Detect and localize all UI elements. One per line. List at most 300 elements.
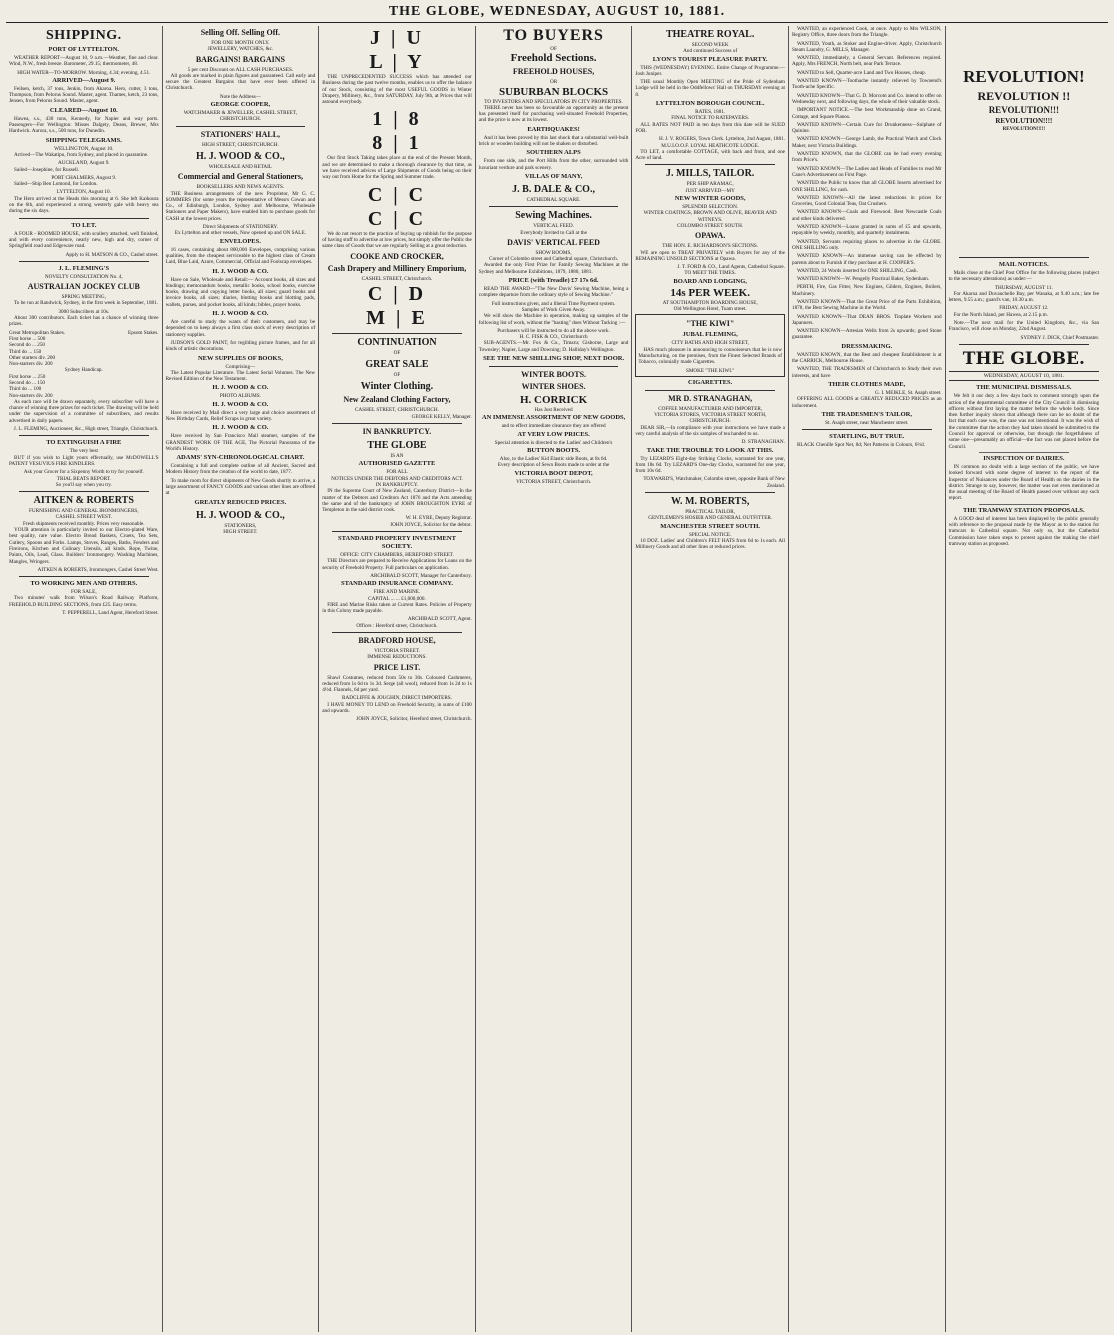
friday: FRIDAY, AUGUST 12. bbox=[999, 305, 1049, 312]
selling-off: Selling Off. Selling Off. bbox=[200, 28, 281, 37]
weather-report: WEATHER REPORT—August 10, 9 a.m.—Weather, fine and clear. Wind, N.W., fresh breeze. Barometer, 29.15; thermometer, 48. bbox=[9, 55, 159, 68]
divider bbox=[19, 218, 149, 219]
in-bankruptcy-2: IN BANKRUPTCY. bbox=[375, 481, 419, 488]
joyce-signature: JOHN JOYCE, Solicitor for the debtor. bbox=[390, 521, 472, 528]
lyttelton-text: The Hero arrived at the Heads this morning at 6. She left Kaikoura on the 6th, and experienced a strong westerly gale with heavy sea during the six days. bbox=[9, 195, 159, 215]
of: OF bbox=[393, 349, 401, 356]
standard: STANDARD PROPERTY INVESTMENT SOCIETY. bbox=[338, 535, 456, 551]
extinguish-heading: TO EXTINGUISH A FIRE bbox=[46, 439, 122, 447]
wanted-ad: WANTED KNOWN—W. Pengelly Practical Baker, Sydenham. bbox=[796, 276, 930, 283]
fleming-signature: J. L. FLEMING, Auctioneer, &c., High street, Triangle, Christchurch. bbox=[13, 426, 159, 433]
wood-heading: H. J. WOOD & CO., bbox=[196, 150, 285, 162]
wanted-ad: WANTED KNOWN—Toothache instantly relieved by Townend's Tooth-ache Specific. bbox=[791, 78, 942, 91]
victoria-boot: VICTORIA BOOT DEPOT, bbox=[514, 469, 593, 477]
extinguish-ask: Ask your Grocer for a Sixpenny Worth to try for yourself. bbox=[23, 469, 144, 476]
wanted-ad: WANTED KNOWN—George Lamb, the Practical Watch and Clock Maker, next Victoria Buildings. bbox=[791, 136, 942, 149]
villas: VILLAS OF MANY, bbox=[524, 172, 583, 180]
new-supplies: NEW SUPPLIES OF BOOKS, bbox=[197, 354, 283, 362]
wanted-ad: WANTED the Public to know that all GLOBE Inserts advertised for ONE SHILLING, for cash. bbox=[791, 180, 942, 193]
letter-me: M | E bbox=[366, 306, 428, 329]
port-heading: PORT OF LYTTELTON. bbox=[48, 46, 120, 53]
stationers-street: HIGH STREET, CHRISTCHURCH. bbox=[201, 141, 279, 148]
cooke-crocker: COOKE AND CROCKER, bbox=[350, 251, 444, 261]
shipping-telegrams: SHIPPING TELEGRAMS. bbox=[45, 136, 122, 144]
second-week: SECOND WEEK bbox=[691, 42, 729, 48]
divider bbox=[19, 435, 149, 436]
wood6-text: Have received by San Francisco Mail steamer, samples of the GRANDEST WORK OF THE AGE, The Pictorial Panorama of the World's History. bbox=[165, 433, 316, 452]
price-list: PRICE LIST. bbox=[373, 662, 421, 672]
wanted-ad: WANTED to Sell, Quarter-acre Land and Two Houses, cheap. bbox=[796, 69, 926, 76]
bargains-goods: All goods are marked in plain figures and guaranteed. Call early and secure the Greatest Bargains that have ever been offered in Christchurch. bbox=[165, 72, 316, 92]
blank-space bbox=[949, 134, 1100, 254]
divider bbox=[19, 491, 149, 492]
dateline: WEDNESDAY, AUGUST 10, 1881. bbox=[949, 371, 1100, 381]
books: The Latest Popular Literature. The Latest Serial Volumes. The New Revised Edition of the New Testament. bbox=[165, 369, 316, 383]
cooper-note: Note the Address— bbox=[219, 93, 261, 100]
prize-line: Non-starters div. 200 bbox=[9, 361, 53, 368]
extinguish-text: BUT if you wish to Light yours effectually, use McDOWELL'S PATENT VESUVIUS FIRE KINDLERS. bbox=[9, 454, 159, 467]
asaph: St. Asaph street, near Manchester street. bbox=[825, 419, 909, 426]
letter-ly: L | Y bbox=[369, 51, 425, 73]
wanted-ad: WANTED KNOWN—Certain Cure for Drunkenness—Sulphate of Quinine. bbox=[791, 121, 942, 135]
editorial-3: A GOOD deal of interest has been displayed by the public generally with reference to the proposal made by the Mayor as to the station for tramcars in Cathedral square. Not only so, but the Cathedral Commission have taken steps to protest against the making the chief tramway station as proposed. bbox=[948, 515, 1100, 547]
opawa-signature: J. T. FORD & CO., Land Agents, Cathedral Square. bbox=[677, 264, 785, 271]
price-text: Shawl Costumes, reduced from 50s to 30s. Coloured Cashmeres, reduced from 1s 6d to 1s 3d. Serge (all wool), reduced from 1s 2d to 1s 4½d. Flannels, 6d per yard. bbox=[322, 674, 472, 694]
bargains: BARGAINS! BARGAINS bbox=[195, 54, 285, 64]
working-heading: TO WORKING MEN AND OTHERS. bbox=[30, 580, 138, 588]
wood3-text: Are careful to study the wants of their customers, and may be depended on to keep always a first class stock of every description of stationery supplies. bbox=[165, 319, 316, 338]
stranaghan: MR D. STRANAGHAN, bbox=[668, 393, 753, 403]
letter-18: 1 | 8 bbox=[372, 108, 422, 131]
divider bbox=[489, 206, 619, 207]
jl-text: THE UNPRECEDENTED SUCCESS which has attended our Business during the past twelve months, enables us to offer the balance of our Stock, consisting of the most USEFUL GOODS in Winter Drapery, Millinery, &c., from SATURDAY, July 9th, at Prices that will astound everybody. bbox=[322, 74, 472, 106]
wanted-ad: WANTED KNOWN—That DEAN BROS. Tinplate Workers and Japanners. bbox=[791, 313, 942, 326]
judson: JUDSON'S GOLD PAINT, for regilding picture frames, and for all kinds of artistic decorations. bbox=[165, 339, 316, 353]
spring-text: To be run at Randwick, Sydney, in the first week in September, 1881. bbox=[14, 300, 159, 307]
evening: THIS (WEDNESDAY) EVENING. Entire Change of Programme.—Josh Juniper. bbox=[635, 64, 785, 77]
editorial-2: IN common no doubt with a large section of the public, we have looked forward with some degree of interest to the report of the Inspector of Nuisances under the Board of Health on the dairies in the district. Strange to say, however, the matter was not even mentioned at the usual meeting of the Board of Health passed over without any such report. bbox=[948, 463, 1100, 502]
bankruptcy: IN BANKRUPTCY. bbox=[362, 427, 432, 437]
see-shop: SEE THE NEW SHILLING SHOP, NEXT DOOR. bbox=[483, 355, 625, 363]
kiwi-ad bbox=[635, 314, 785, 376]
capital: CAPITAL ... ... £1,000,000. bbox=[368, 595, 426, 602]
bankruptcy-text: IN the Supreme Court of New Zealand, Canterbury District—In the matter of the Debtors and Creditors Act 1876 and the Acts amending the same and of the bankruptcy of JOHN BROUGHTON EYRE of Templeton in the said district cook. bbox=[322, 488, 472, 514]
extinguish-sub: The very best bbox=[69, 448, 98, 455]
revolution-2: REVOLUTION !! bbox=[977, 89, 1071, 103]
divider bbox=[332, 333, 462, 334]
revolution-5: REVOLUTION!!!!! bbox=[1002, 127, 1046, 132]
roberts: W. M. ROBERTS, bbox=[670, 496, 750, 508]
sic: STANDARD INSURANCE COMPANY. bbox=[340, 580, 453, 588]
archibald-1: ARCHIBALD SCOTT, Manager for Canterbury. bbox=[370, 572, 472, 579]
arrived-text: Feilsen, ketch, 37 tons, Jenkin, from Akaroa. Hero, cutter, 3 tons, Thompson, from Pelorus Sound. Master, agent. Thames, ketch, 23 tons, Jensen, from Pelorus Sound. Master, agent. bbox=[9, 85, 159, 105]
prize-line: Other starters div. 200 bbox=[9, 354, 56, 361]
wanted-ad: WANTED, an experienced Cook, at once. Apply to Mrs WILSON, Registry Office, three doors from the Triangle. bbox=[791, 26, 942, 39]
dick-signature: SYDNEY J. DICK, Chief Postmaster. bbox=[1020, 334, 1100, 341]
wood4: H. J. WOOD & CO. bbox=[212, 384, 269, 392]
wellington-heading: WELLINGTON, August 10. bbox=[54, 145, 114, 152]
lezard-text: Try LEZARD'S Eight-day Striking Clocks, warranted for one year, from 18s 6d. Try LEZARD'S One-day Clocks, warranted for one year, from 10s 6d. bbox=[635, 455, 785, 475]
wood2-text: Have on Sale, Wholesale and Retail:— Account books, all sizes and bindings; memorandum books, metallic books, school books, exercise books, drawing and copying letter books, all sizes; guard books and invoice books, all sizes; diaries, blotting books and blotting pads, wallets, purses, and pocket books, all kinds; bibles, prayer books. bbox=[165, 276, 316, 308]
purchasers: Purchasers will be instructed to do all the above work. bbox=[497, 327, 610, 334]
divider bbox=[802, 429, 932, 430]
splendid: SPLENDID SELECTION. bbox=[682, 204, 739, 211]
winter-clothing: Winter Clothing. bbox=[360, 381, 434, 393]
sewing-machines: Sewing Machines. bbox=[515, 210, 592, 222]
prize-line: Third do ... 150 bbox=[9, 348, 42, 355]
final-text: ALL RATES NOT PAID in ten days from this date will be SUED FOR. bbox=[635, 121, 785, 134]
bradford: BRADFORD HOUSE, bbox=[358, 635, 436, 645]
divider bbox=[332, 632, 462, 633]
theatre: THEATRE ROYAL. bbox=[665, 29, 755, 40]
for-sale: FOR SALE, bbox=[70, 589, 97, 596]
fleming-heading: J. L. FLEMING'S bbox=[58, 264, 110, 272]
corrick-sub: Has Just Received bbox=[534, 407, 573, 414]
to-let-cottage: TO LET, a comfortable COTTAGE, with back and front, and one Acre of land. bbox=[635, 148, 785, 162]
wood-text: THE Business arrangements of the new Proprietor, Mr G. C. SOMMERS (for some years the representative of Messrs Cowan and Co., of Edinburgh, London, Sydney and Melbourne, Wholesale Stationers and Paper Makers), have enabled him to purchase goods for CASH at the lowest prices. bbox=[165, 190, 316, 222]
kiwi-text: HAS much pleasure in announcing to connoisseurs that he is now Manufacturing, on the premises, from the Finest Selected Brands of Tobacco, colonially made Cigarettes. bbox=[638, 346, 782, 366]
new-winter: NEW WINTER GOODS, bbox=[674, 195, 746, 203]
column-3 bbox=[319, 26, 476, 1332]
sydney-handicap: Sydney Handicap. bbox=[64, 367, 103, 374]
fire-marine: FIRE AND MARINE. bbox=[373, 589, 421, 596]
standard-office: OFFICE: CITY CHAMBERS, HEREFORD STREET. bbox=[340, 552, 454, 559]
subscribers: 3000 Subscribers at 10s. bbox=[58, 308, 110, 315]
thursday: THURSDAY, AUGUST 11. bbox=[994, 284, 1053, 291]
wood2: H. J. WOOD & CO. bbox=[212, 267, 269, 275]
divider bbox=[979, 452, 1070, 453]
to-let-text: A FOUR - ROOMED HOUSE, with scullery attached, well finished, and with every convenience, nearly new, high and dry, corner of Springfield road and Edgeware road. bbox=[9, 230, 159, 250]
high-water: HIGH WATER—TO-MORROW. Morning, 4.34; evening, 4.51. bbox=[17, 69, 151, 76]
meet-times: TO MEET THE TIMES. bbox=[684, 270, 736, 277]
victoria-stores: VICTORIA STORES, VICTORIA STREET NORTH, CHRISTCHURCH. bbox=[654, 412, 767, 425]
meeting: THE usual Monthly Open MEETING of the Pride of Sydenham Lodge will be held in the Oddfellows' Hall on THURSDAY evening at 8. bbox=[635, 79, 785, 98]
southampton: AT SOUTHAMPTON BOARDING HOUSE, bbox=[662, 299, 758, 306]
column-1 bbox=[6, 26, 163, 1332]
victoria: VICTORIA STREET. bbox=[374, 647, 420, 654]
final-notice: FINAL NOTICE TO RATEPAYERS. bbox=[671, 115, 750, 122]
dale-sub: CATHEDRAL SQUARE. bbox=[526, 196, 581, 203]
prize-line: Second do ... 250 bbox=[9, 342, 46, 349]
button-boots: BUTTON BOOTS. bbox=[527, 446, 581, 454]
wanted-ad: WANTED KNOWN—Loans granted in sums of £5 and upwards, repayable by weekly, monthly, and quarterly instalments. bbox=[791, 224, 942, 237]
divider bbox=[959, 344, 1090, 345]
important-notice: IMPORTANT NOTICE.—The best Workmanship done on Grand, Cottage, and Square Pianos. bbox=[791, 107, 942, 120]
trial-note: So you'll say when you try. bbox=[55, 481, 112, 488]
revolution-3: REVOLUTION!!! bbox=[988, 105, 1060, 115]
every: Every description of Sewn Boots made to order at the bbox=[497, 462, 610, 469]
wanted-ad: WANTED KNOWN—That the Great Price of the Parts Exhibition, 1878, the Best Sewing Machine in the World. bbox=[791, 298, 942, 312]
mails-note: Note.—The next mail for the United Kingdom, &c., via San Francisco, will close on Monday, 22nd August. bbox=[948, 320, 1100, 333]
money-signature: JOHN JOYCE, Solicitor, Hereford street, Christchurch. bbox=[356, 716, 472, 723]
lezard-heading: TAKE THE TROUBLE TO LOOK AT THIS. bbox=[646, 446, 774, 454]
wanted-ad: WANTED KNOWN—Artesian Wells from 2s upwards; good Stone guarantee. bbox=[791, 328, 942, 341]
aitken-text: Fresh shipments received monthly. Prices very reasonable. bbox=[23, 520, 145, 527]
continuation: CONTINUATION bbox=[357, 336, 437, 348]
showrooms: SHOW ROOMS, bbox=[535, 249, 572, 256]
prize-line: Non-starters div. 200 bbox=[9, 392, 53, 399]
aitken-heading: AITKEN & ROBERTS bbox=[33, 495, 134, 507]
auckland-heading: AUCKLAND, August 9. bbox=[58, 160, 110, 167]
wanted-ad: WANTED, immediately, a General Servant. References required. Apply, Mrs FRENCH, North belt, near Park Terrace. bbox=[791, 55, 942, 68]
kelly: GEORGE KELLY, Manager. bbox=[411, 413, 472, 420]
money: I HAVE MONEY TO LEND on Freehold Security, in sums of £100 and upwards. bbox=[322, 701, 472, 715]
winter-shoes: WINTER SHOES. bbox=[521, 382, 586, 392]
consultation: NOVELTY CONSULTATION No. 4, bbox=[44, 273, 123, 280]
offices: Offices : Hereford street, Christchurch. bbox=[356, 622, 438, 629]
wanted-ad: WANTED KNOWN—The Ladies and Heads of Families to read Mr Cane's Advertisement on First Page. bbox=[791, 165, 942, 178]
lezard-signature: TOXWARD'S, Watchmaker, Colombo street, opposite Bank of New Zealand. bbox=[643, 476, 785, 489]
cashel-street-2: CASHEL STREET, CHRISTCHURCH. bbox=[355, 407, 439, 414]
revolution-1: REVOLUTION! bbox=[963, 67, 1085, 86]
special-attention: Special attention is directed to the Ladies' and Children's bbox=[494, 439, 613, 446]
divider bbox=[19, 576, 149, 577]
subscribers-text: About 300 contributors. Each ticket has a chance of winning three prizes. bbox=[9, 315, 159, 328]
hon: THE HON. E. RICHARDSON'S SECTIONS. bbox=[662, 243, 759, 250]
adams-text: Containing a full and complete outline of all Ancient, Sacred and Modern History from the creation of the world to date, 1877. bbox=[165, 463, 316, 476]
wanted-ad: WANTED KNOWN, that the GLOBE can be had every evening from Price's. bbox=[791, 151, 942, 164]
rates: RATES, 1881. bbox=[695, 109, 726, 116]
victoria-street: VICTORIA STREET, Christchurch. bbox=[516, 478, 592, 485]
of: OF bbox=[550, 46, 557, 52]
aitken-signature: AITKEN & ROBERTS, Ironmongers, Cashel Street West. bbox=[37, 566, 159, 573]
dressmaking: DRESSMAKING. bbox=[841, 342, 893, 350]
inspection-heading: INSPECTION OF DAIRIES. bbox=[983, 454, 1065, 462]
prize-head-epsom: Epsom Stakes. bbox=[128, 329, 159, 336]
prize-list-2 bbox=[9, 374, 159, 399]
arrived-heading: ARRIVED—August 9. bbox=[52, 76, 116, 84]
divider bbox=[645, 164, 775, 165]
wanted-ad: WANTED KNOWN—That G. D. Morcom and Co. intend to offer on Wednesday next, and following days, the whole of their valuable stock. bbox=[791, 92, 942, 105]
fancy: To make room for direct shipments of New Goods shortly to arrive, a large assortment of FANCY GOODS and various other lines are offered at bbox=[165, 477, 316, 497]
shipping-title: SHIPPING. bbox=[45, 28, 122, 43]
manchester: MANCHESTER STREET SOUTH. bbox=[660, 522, 761, 530]
wanted-ad: PERTH, Fire, Gas Fitter, New Engines, Gilders, Engines, Boilers, Machinery. bbox=[791, 284, 942, 297]
meikle: G. I. MEIKLE, St. Asaph street. bbox=[874, 389, 942, 396]
letter-cc1: C | C bbox=[367, 183, 427, 206]
letter-cc2: C | C bbox=[367, 207, 427, 230]
awarded: Awarded the only First Prize for Family Sewing Machines at the Sydney and Melbourne Exhibitions, 1879, 1880, 1881. bbox=[478, 262, 629, 275]
samples-text: We will show the Machine in operation, making up samples of the following list of work, without the "basting" does Without Tacking :— bbox=[478, 313, 629, 326]
lyon: LYON'S TOURIST PLEASURE PARTY. bbox=[652, 55, 768, 63]
wanted-ad: WANTED, Youth, as Stoker and Engine-driver. Apply, Christchurch Steam Laundry, G. MILLS, Manager. bbox=[791, 40, 942, 53]
divider bbox=[645, 390, 775, 391]
wanted-ad: WANTED, Servants requiring places to advertise in the GLOBE. ONE SHILLING only. bbox=[791, 238, 942, 251]
eyre-signature: W. H. EYRE, Deputy Registrar. bbox=[405, 515, 472, 522]
mails-text: Mails close at the Chief Post Office for the following places (subject to the necessary alterations) as under:— bbox=[948, 270, 1100, 283]
tradesmens-tailor: THE TRADESMEN'S TAILOR, bbox=[821, 410, 912, 418]
revolution-4: REVOLUTION!!!! bbox=[995, 117, 1053, 125]
auckland-text: Sailed—Josephine, for Russell. bbox=[14, 166, 80, 173]
column-4 bbox=[476, 26, 633, 1332]
opawa-text: WE are open to TREAT PRIVATELY with Buyers for any of the REMAINING UNSOLD SECTIONS at Opawa. bbox=[635, 249, 785, 262]
mills: J. MILLS, TAILOR. bbox=[666, 168, 755, 180]
wood6: H. J. WOOD & CO. bbox=[212, 424, 269, 432]
just-arrived: JUST ARRIVED—MY bbox=[685, 187, 735, 194]
practical-tailor: PRACTICAL TAILOR, bbox=[685, 509, 736, 516]
suburban-blocks: SUBURBAN BLOCKS bbox=[499, 85, 609, 98]
divider bbox=[959, 257, 1090, 258]
wood7-sub: STATIONERS, bbox=[224, 522, 257, 529]
nz-clothing: New Zealand Clothing Factory, bbox=[343, 395, 451, 405]
wanted-ad: WANTED KNOWN, that the Best and cheapest Establishment is at the CARRICK, Melbourne House. bbox=[791, 351, 942, 365]
wanted-ad: WANTED KNOWN—An immense saving can be effected by parents about to Furnish if they purchase at H. COOPER'S. bbox=[791, 253, 942, 266]
of-2: OF bbox=[393, 372, 401, 379]
offering: OFFERING ALL GOODS at GREATLY REDUCED PRICES as an inducement. bbox=[791, 396, 942, 409]
high-street: HIGH STREET. bbox=[223, 528, 258, 535]
city-baths: CITY BATHS AND HIGH STREET, bbox=[671, 340, 749, 347]
corrick-text-2: and to effect immediate clearance they are offered bbox=[501, 423, 606, 430]
earthquake: EARTHQUAKES! bbox=[527, 125, 580, 133]
adams: ADAMS' SYN-CHRONOLOGICAL CHART. bbox=[176, 454, 305, 462]
special-notice: SPECIAL NOTICE. bbox=[688, 531, 732, 538]
divider bbox=[332, 531, 462, 532]
vertical: VERTICAL FEED. bbox=[533, 223, 574, 230]
full-instructions: Full instructions given, and a liberal Time Payment system. bbox=[491, 300, 616, 307]
column-5 bbox=[632, 26, 789, 1332]
comprising: Comprising— bbox=[225, 363, 256, 370]
low-prices: AT VERY LOW PRICES. bbox=[517, 430, 590, 438]
globe-title: THE GLOBE. bbox=[962, 348, 1085, 369]
page-masthead: THE GLOBE, WEDNESDAY, AUGUST 10, 1881. bbox=[6, 4, 1108, 23]
prize-line: Third do ... 100 bbox=[9, 386, 42, 393]
trial: TRIAL BEATS REPORT. bbox=[56, 475, 111, 482]
davis: DAVIS' VERTICAL FEED bbox=[507, 237, 600, 247]
alps-text: From one side, and the Port Hills from the other, surrounded with luxuriant verdure and park scenery. bbox=[478, 158, 629, 171]
prize-line: First horse ... 500 bbox=[9, 335, 46, 342]
cleared-heading: CLEARED—August 10. bbox=[49, 106, 118, 114]
bargains-text: 5 per cent Discount on ALL CASH PURCHASES. bbox=[187, 66, 294, 73]
stranaghan-text: DEAR SIR,—In compliance with your instructions we have made a very careful analysis of the six samples of tea handed to us. bbox=[635, 424, 785, 437]
doz: 10 DOZ. Ladies' and Children's FELT HATS from 6d to 1s each. All Millinery Goods and all other lines at reduced prices. bbox=[635, 537, 785, 551]
per-week: 14s PER WEEK. bbox=[670, 286, 750, 299]
black-net: BLACK Chenille Spot Net, 8d; Net Patterns in Colours, 6½d. bbox=[796, 442, 926, 449]
reduced: GREATLY REDUCED PRICES. bbox=[194, 498, 287, 506]
divider bbox=[176, 126, 306, 127]
globe-gazette-title: THE GLOBE bbox=[367, 440, 427, 452]
mails-text-3: For the North Island, per Hawea, at 2.15 p.m. bbox=[953, 311, 1048, 318]
envelopes: ENVELOPES. bbox=[219, 237, 261, 245]
opawa: OPAWA. bbox=[695, 231, 726, 241]
column-2 bbox=[163, 26, 320, 1332]
wanted-ad: WANTED KNOWN—All the latest reductions in prices for Groceries, Good Colonial Teas, Oat Crushers. bbox=[791, 194, 942, 208]
cooper-sub: WATCHMAKER & JEWELLER, CASHEL STREET, CHRISTCHURCH. bbox=[183, 110, 298, 123]
great-sale: GREAT SALE bbox=[365, 359, 429, 371]
corrick: H. CORRICK bbox=[519, 394, 588, 407]
one-eight-text: Our first Stock Taking takes place at the end of the Present Month, and we are determined to make a thorough clearance by that time, as we have received advices of Large Shipments of Goods being on their way out from Home for the Spring and Summer trade. bbox=[322, 155, 472, 181]
letter-jl: J | U bbox=[370, 27, 424, 49]
fox-text: SUB-AGENTS.—Mr. Fox & Co., Timaru; Gisborne, Large and Townsley; Napier, Large and Downing; D. Halliday's Wellington. bbox=[478, 340, 629, 353]
divider bbox=[489, 366, 619, 367]
letter-cd: C | D bbox=[367, 282, 427, 305]
southampton-sub: Old Wellington Hotel, Tuam street. bbox=[673, 306, 747, 313]
lyttelton-borough: LYTTELTON BOROUGH COUNCIL. bbox=[655, 100, 765, 108]
wood5-text: Have received by Mail direct a very large and choice assortment of New Birthday Cards, Relief Scraps in great variety. bbox=[165, 409, 316, 422]
everybody: Everybody Invited to Call at the bbox=[520, 229, 587, 236]
freehold-sections: Freehold Sections. bbox=[510, 52, 597, 65]
winter-boots: WINTER BOOTS. bbox=[521, 370, 587, 380]
startling: STARTLING, BUT TRUE. bbox=[829, 433, 905, 441]
corrick-text: AN IMMENSE ASSORTMENT OF NEW GOODS, bbox=[481, 414, 626, 422]
for-all: FOR ALL bbox=[386, 469, 408, 476]
aitken-sub: FURNISHING AND GENERAL IRONMONGERS, bbox=[28, 508, 139, 515]
southern-alps: SOUTHERN ALPS bbox=[526, 149, 581, 157]
freehold-houses: FREEHOLD HOUSES, bbox=[512, 67, 595, 77]
wood7: H. J. WOOD & CO., bbox=[196, 509, 285, 521]
spring-meeting: SPRING MEETING, bbox=[61, 294, 106, 301]
cleared-text: Hawea, s.s., 430 tons, Kennedy, for Napier and way ports. Passengers—For Wellington: Misses Dalgety, Deans, Brewer, Mrs Hardwick. Aurora, s.s., 500 tons, for Dunedin. bbox=[9, 115, 159, 135]
wanted-ad: WANTED KNOWN—Coals and Firewood. Best Newcastle Coals and other kinds delivered. bbox=[791, 209, 942, 222]
divider bbox=[332, 423, 462, 424]
aitken-street: CASHEL STREET WEST. bbox=[55, 514, 113, 521]
continued: And continued Success of bbox=[683, 48, 738, 55]
editorial-1: We felt it our duty a few days back to comment strongly upon the action of the departmental committee of the City Council in dismissing officers without first laying the matter before the whole body. Since then further inquiry shows that although there can be no doubt of the fact that each case was, the case was not intentional. It was the wish of the committee that the action they had taken should be submitted to the Council for approval or otherwise, but through the forgetfulness of some one—presumably an official—the fact was not placed before the Council. bbox=[948, 393, 1100, 450]
dale: J. B. DALE & CO., bbox=[512, 183, 595, 195]
to-let-apply: Apply to H. MATSON & CO., Cashel street. bbox=[65, 251, 159, 258]
dismissals-heading: THE MUNICIPAL DISMISSALS. bbox=[976, 384, 1072, 392]
wood5: H. J. WOOD & CO. bbox=[212, 400, 269, 408]
archibald-2: ARCHIBALD SCOTT, Agent. bbox=[407, 616, 472, 623]
stranaghan-sub: COFFEE MANUFACTURER AND IMPORTER, bbox=[658, 405, 763, 412]
cashel-street: CASHEL STREET, Christchurch. bbox=[361, 275, 433, 282]
column-6 bbox=[789, 26, 946, 1332]
oddfellows: M.U.I.O.O.F. LOYAL HEATHCOTE LODGE. bbox=[661, 142, 760, 149]
also: Also, to the Ladies' Kid Elastic side Boots, at 8s 6d. bbox=[499, 455, 608, 462]
radcliffe: RADCLIFFE & JOUGHIN, DIRECT IMPORTERS. bbox=[341, 695, 452, 702]
mills-sub: PER SHIP ARAMAC, bbox=[686, 181, 734, 188]
columns bbox=[6, 26, 1108, 1332]
envelopes-text: 16 cases, containing about 800,000 Envelopes, comprising various qualities, from the cheapest serviceable to the highest class of Cream Laid, Blue Laid, Azure, Commercial, Official and Foolscap envelopes. bbox=[165, 246, 316, 266]
investors: TO INVESTORS AND SPECULATORS IN CITY PROPERTIES. bbox=[484, 98, 623, 105]
standard-text: THE Directors are prepared to Receive Applications for Loans on the security of Freehold Property. Full particulars on application. bbox=[322, 558, 472, 571]
kiwi-title: "THE KIWI" bbox=[686, 319, 735, 329]
wellington-text: Arrived—The Wakatipu, from Sydney, and placed in quarantine. bbox=[14, 151, 149, 158]
wanted-ad: WANTED, 24 Words inserted for ONE SHILLING, Cash. bbox=[796, 267, 918, 274]
prize-head-metropolitan: Great Metropolitan Stakes. bbox=[9, 329, 66, 336]
photo-albums: PHOTO ALBUMS. bbox=[219, 393, 261, 400]
divider bbox=[645, 492, 775, 493]
or: OR bbox=[549, 79, 558, 86]
divider bbox=[979, 504, 1070, 505]
read-award: READ THE AWARD—"The New Davis' Sewing Machine, being a complete departure from the ordinary style of Sewing Machine." bbox=[478, 286, 629, 299]
port-chalmers-heading: PORT CHALMERS, August 9. bbox=[51, 174, 117, 181]
port-chalmers-text: Sailed—Ship Ben Lomond, for London. bbox=[14, 181, 98, 188]
wood3: H. J. WOOD & CO. bbox=[212, 310, 269, 318]
to-buyers: TO BUYERS bbox=[503, 27, 604, 44]
jewellery: JEWELLERY, WATCHES, &c. bbox=[207, 46, 274, 53]
ajc-heading: AUSTRALIAN JOCKEY CLUB bbox=[27, 282, 140, 292]
prize-line: Second do ... 150 bbox=[9, 379, 46, 386]
stationers-heading: STATIONERS' HALL, bbox=[200, 129, 281, 139]
fleming-notes: As each race will be drawn separately, every subscriber will have a chance of winning three prizes for each ticket. The drawing will be held under the supervision of a committee of subscribers, and results advertised in daily papers. bbox=[9, 398, 159, 424]
divider bbox=[19, 261, 149, 262]
fisk: H. C. FISK & CO., Christchurch bbox=[519, 334, 588, 341]
for-sale-signature: T. PEPPERELL, Land Agent, Hereford Street. bbox=[62, 610, 159, 616]
is-an: IS AN bbox=[390, 453, 404, 460]
smoke-kiwi: SMOKE "THE KIWI." bbox=[685, 367, 735, 374]
cc-text: We do not resort to the practice of buying up rubbish for the purpose of having stuff to advertise at low prices, but simply offer the Public the same class of Goods that we are regularly Selling at a great reduction. bbox=[322, 230, 472, 250]
jubal: JUBAL FLEMING, bbox=[682, 331, 738, 339]
prize-list bbox=[9, 336, 159, 367]
mail-notices: MAIL NOTICES. bbox=[998, 261, 1049, 268]
booksellers: BOOKSELLERS AND NEWS AGENTS. bbox=[196, 184, 285, 191]
column-7 bbox=[946, 26, 1103, 1332]
direct-shipments: Direct Shipments of STATIONERY. bbox=[202, 224, 278, 231]
winter-coatings: WINTER COATINGS, BROWN AND OLIVE, BEAVER AND WITNEYS. bbox=[643, 210, 777, 223]
notices: NOTICES UNDER THE DEBTORS AND CREDITORS ACT. bbox=[331, 475, 463, 482]
wood-sub: WHOLESALE AND RETAIL bbox=[208, 163, 273, 170]
corner: Corner of Colombo street and Cathedral square, Christchurch. bbox=[489, 256, 619, 263]
